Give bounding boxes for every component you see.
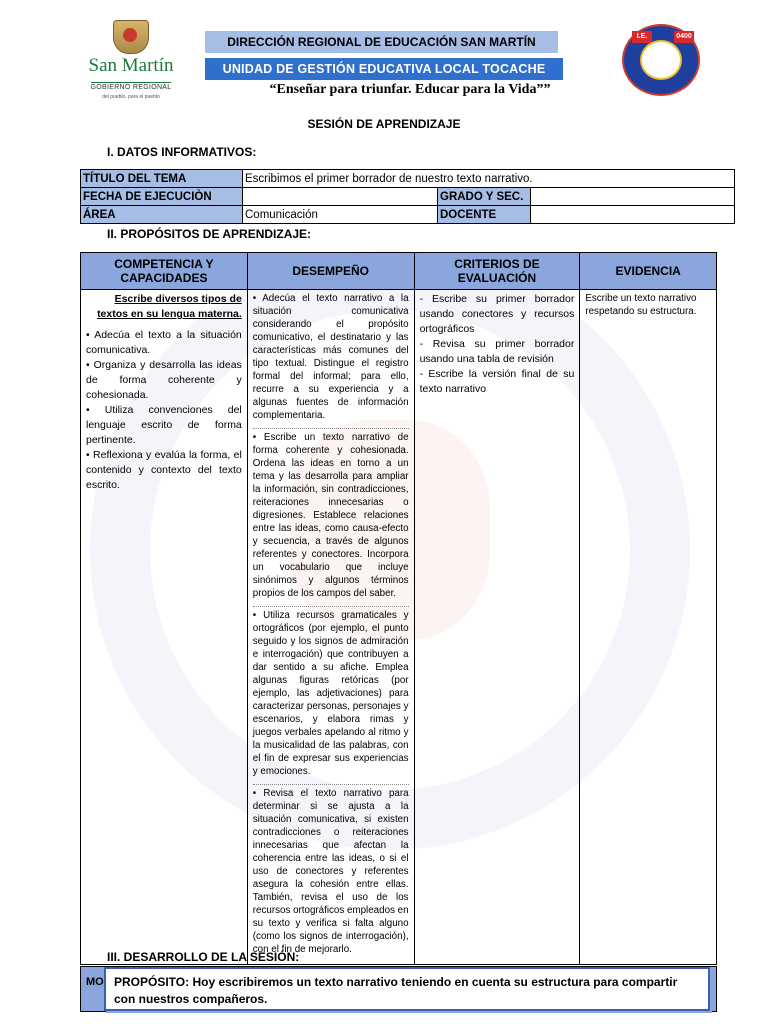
- docente-label: DOCENTE: [438, 206, 531, 224]
- titulo-label: TÍTULO DEL TEMA: [81, 170, 243, 188]
- section-heading-desarrollo: III. DESARROLLO DE LA SESIÓN:: [107, 950, 300, 964]
- moment-column-label: MO: [86, 976, 104, 988]
- evidencia-text: Escribe un texto narrativo respetando su estructura.: [585, 293, 697, 317]
- table-row: [81, 188, 735, 206]
- header-criterios: CRITERIOS DE EVALUACIÓN: [414, 253, 580, 290]
- capacidad-item: • Utiliza convenciones del lenguaje escrito de forma pertinente.: [86, 404, 242, 446]
- desempeno-item: • Escribe un texto narrativo de forma coherente y cohesionada. Ordena las ideas en torno a un tema y las desarrolla para ampliar la información, sin contradicciones, reiteraciones innecesarias o digresiones. Establece relaciones entre las ideas, como causa-efecto y secuencia, a través de algunos referentes y conectores. Incorpora un vocabulario que incluye sinónimos y algunos términos propios de los campos del saber.: [253, 428, 409, 600]
- grado-value: [531, 188, 735, 206]
- grado-label: GRADO Y SEC.: [438, 188, 531, 206]
- logo-tagline: del pueblo, para el pueblo: [102, 94, 160, 100]
- motto: “Enseñar para triunfar. Educar para la Vida””: [269, 82, 551, 97]
- school-emblem-icon: [640, 40, 682, 80]
- capacidad-item: • Adecúa el texto a la situación comunicativa.: [86, 329, 242, 356]
- capacidad-item: • Organiza y desarrolla las ideas de forma coherente y cohesionada.: [86, 359, 242, 401]
- fecha-label: FECHA DE EJECUCIÒN: [81, 188, 243, 206]
- san-martin-logo: [76, 20, 186, 100]
- area-value: Comunicación: [243, 206, 438, 224]
- criterio-item: - Escribe su primer borrador usando conectores y recursos ortográficos: [419, 293, 575, 335]
- table-row: [81, 206, 735, 224]
- header-desempeno: DESEMPEÑO: [247, 253, 414, 290]
- page-title: SESIÓN DE APRENDIZAJE: [307, 117, 461, 131]
- school-logo: [622, 24, 704, 100]
- desempeno-item: • Utiliza recursos gramaticales y ortográficos (por ejemplo, el punto seguido y los signos de admiración e interrogación) que contribuyen a dar sentido a su afiche. Emplea algunas figuras retóricas (por ejemplo, las adjetivaciones) para caracterizar personas, personajes y escenarios, y elabora rimas y juegos verbales apelando al ritmo y la musicalidad de las palabras, con el fin de expresar sus experiencias y emociones.: [253, 606, 409, 778]
- competencia-title: Escribe diversos tipos de textos en su lengua materna.: [97, 293, 242, 320]
- table-row: [81, 290, 717, 965]
- section-heading-propositos: II. PROPÓSITOS DE APRENDIZAJE:: [107, 227, 312, 241]
- docente-value: [531, 206, 735, 224]
- info-table: [80, 169, 735, 224]
- header-evidencia: EVIDENCIA: [580, 253, 717, 290]
- banner-ugel: UNIDAD DE GESTIÓN EDUCATIVA LOCAL TOCACHE: [205, 58, 563, 80]
- regional-shield-icon: [113, 20, 149, 54]
- competencia-cell: [81, 290, 248, 965]
- fecha-value: [243, 188, 438, 206]
- banner-direccion-regional: DIRECCIÓN REGIONAL DE EDUCACIÓN SAN MARTÍN: [205, 31, 558, 53]
- desempeno-cell: [247, 290, 414, 965]
- header-competencia: COMPETENCIA Y CAPACIDADES: [81, 253, 248, 290]
- area-label: ÁREA: [81, 206, 243, 224]
- table-header-row: [81, 253, 717, 290]
- evidencia-cell: [580, 290, 717, 965]
- criterios-cell: [414, 290, 580, 965]
- criterio-item: - Escribe la versión final de su texto narrativo: [419, 368, 575, 395]
- titulo-value: Escribimos el primer borrador de nuestro texto narrativo.: [243, 170, 735, 188]
- desempeno-item: • Adecúa el texto narrativo a la situación comunicativa considerando el propósito comunicativo, el destinatario y las características más comunes del tipo textual. Distingue el registro formal del informal; para ello, recurre a su experiencia y a algunas fuentes de información complementaria.: [252, 293, 409, 421]
- section-heading-datos: I. DATOS INFORMATIVOS:: [107, 145, 257, 159]
- capacidad-item: • Reflexiona y evalúa la forma, el contenido y contexto del texto escrito.: [86, 449, 242, 491]
- logo-name: San Martín: [88, 55, 174, 76]
- desempeno-item: • Revisa el texto narrativo para determinar si se ajusta a la situación comunicativa, si existen contradicciones o reiteraciones innecesarias que afectan la coherencia entre las ideas, o si el uso de conectores y referentes asegura la cohesión entre ellas. También, revisa el uso de los recursos ortográficos empleados en su texto y verifica si falta alguno (como los signos de interrogación), con el fin de mejorarlo.: [253, 784, 409, 956]
- proposito-box: PROPÓSITO: Hoy escribiremos un texto narrativo teniendo en cuenta su estructura para compartir con nuestros compañeros.: [104, 967, 710, 1011]
- table-row: [81, 170, 735, 188]
- criterio-item: - Revisa su primer borrador usando una tabla de revisión: [419, 338, 575, 365]
- school-seal-icon: [622, 24, 700, 96]
- school-badge-right: 0400: [674, 31, 694, 43]
- school-badge-left: I.E.: [632, 31, 652, 43]
- logo-subtitle: GOBIERNO REGIONAL: [90, 84, 172, 91]
- propositos-table: [80, 252, 717, 965]
